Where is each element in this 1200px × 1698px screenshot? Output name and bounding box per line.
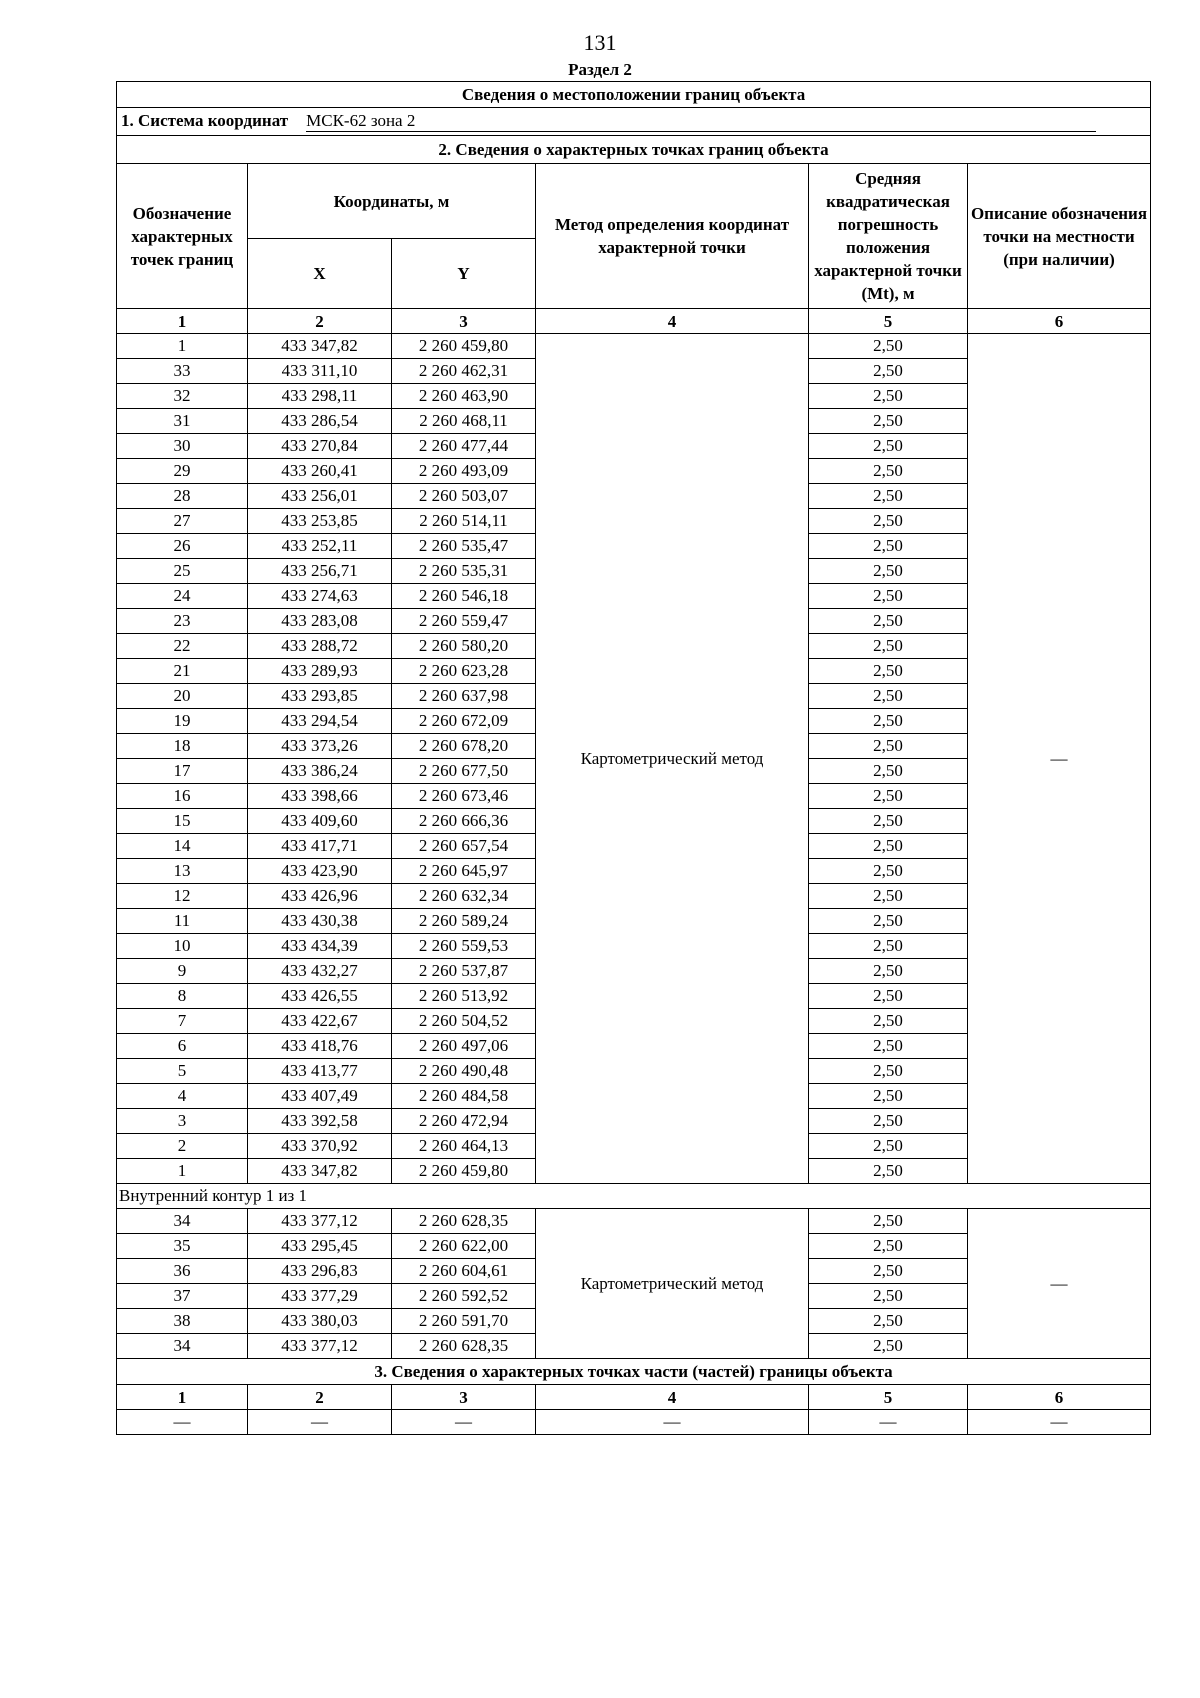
empty-cell: —: [536, 1410, 809, 1435]
error-value: 2,50: [809, 684, 968, 709]
error-value: 2,50: [809, 934, 968, 959]
coord-y: 2 260 623,28: [392, 659, 536, 684]
coord-x: 433 311,10: [248, 359, 392, 384]
parts-section-title: 3. Сведения о характерных точках части (частей) границы объекта: [117, 1359, 1151, 1385]
coord-y: 2 260 637,98: [392, 684, 536, 709]
error-value: 2,50: [809, 859, 968, 884]
coord-x: 433 252,11: [248, 534, 392, 559]
description-cell: —: [968, 1209, 1151, 1359]
error-value: 2,50: [809, 1084, 968, 1109]
coord-y: 2 260 645,97: [392, 859, 536, 884]
error-value: 2,50: [809, 359, 968, 384]
error-value: 2,50: [809, 1209, 968, 1234]
empty-cell: —: [809, 1410, 968, 1435]
coord-system-row: [117, 108, 1151, 136]
column-number: 6: [968, 1385, 1151, 1410]
point-number: 25: [117, 559, 248, 584]
coord-x: 433 373,26: [248, 734, 392, 759]
coord-y: 2 260 678,20: [392, 734, 536, 759]
point-number: 9: [117, 959, 248, 984]
coord-x: 433 294,54: [248, 709, 392, 734]
page-number: 131: [583, 30, 617, 55]
coord-y: 2 260 490,48: [392, 1059, 536, 1084]
point-number: 16: [117, 784, 248, 809]
coord-x: 433 347,82: [248, 1159, 392, 1184]
inner-contour-label: Внутренний контур 1 из 1: [117, 1184, 1151, 1209]
coord-x: 433 407,49: [248, 1084, 392, 1109]
coord-y: 2 260 472,94: [392, 1109, 536, 1134]
error-value: 2,50: [809, 509, 968, 534]
point-number: 6: [117, 1034, 248, 1059]
coord-x: 433 398,66: [248, 784, 392, 809]
coord-x: 433 296,83: [248, 1259, 392, 1284]
point-number: 33: [117, 359, 248, 384]
column-number: 2: [248, 1385, 392, 1410]
coord-y: 2 260 673,46: [392, 784, 536, 809]
coord-y: 2 260 628,35: [392, 1209, 536, 1234]
error-value: 2,50: [809, 1009, 968, 1034]
point-number: 26: [117, 534, 248, 559]
coord-y: 2 260 513,92: [392, 984, 536, 1009]
coord-x: 433 288,72: [248, 634, 392, 659]
coord-x: 433 298,11: [248, 384, 392, 409]
header-description: Описание обозначения точки на местности (при наличии): [968, 164, 1151, 309]
coord-y: 2 260 464,13: [392, 1134, 536, 1159]
coord-x: 433 377,12: [248, 1209, 392, 1234]
coord-y: 2 260 580,20: [392, 634, 536, 659]
coord-y: 2 260 462,31: [392, 359, 536, 384]
point-number: 7: [117, 1009, 248, 1034]
point-number: 18: [117, 734, 248, 759]
point-number: 20: [117, 684, 248, 709]
coord-x: 433 295,45: [248, 1234, 392, 1259]
error-value: 2,50: [809, 534, 968, 559]
point-number: 21: [117, 659, 248, 684]
points-section-title: 2. Сведения о характерных точках границ объекта: [117, 136, 1151, 164]
header-x: X: [248, 239, 392, 309]
coord-y: 2 260 535,47: [392, 534, 536, 559]
coord-x: 433 274,63: [248, 584, 392, 609]
column-number: 1: [117, 309, 248, 334]
empty-cell: —: [248, 1410, 392, 1435]
error-value: 2,50: [809, 434, 968, 459]
error-value: 2,50: [809, 1109, 968, 1134]
column-number: 6: [968, 309, 1151, 334]
point-number: 37: [117, 1284, 248, 1309]
error-value: 2,50: [809, 1234, 968, 1259]
coord-y: 2 260 677,50: [392, 759, 536, 784]
boundary-table: [116, 81, 1151, 1435]
column-number: 5: [809, 309, 968, 334]
column-number: 2: [248, 309, 392, 334]
point-number: 1: [117, 334, 248, 359]
point-number: 27: [117, 509, 248, 534]
coord-y: 2 260 514,11: [392, 509, 536, 534]
coord-y: 2 260 559,47: [392, 609, 536, 634]
coord-y: 2 260 535,31: [392, 559, 536, 584]
coord-x: 433 347,82: [248, 334, 392, 359]
table-row: [117, 1209, 1151, 1234]
coord-x: 433 283,08: [248, 609, 392, 634]
error-value: 2,50: [809, 1034, 968, 1059]
coord-x: 433 430,38: [248, 909, 392, 934]
coord-x: 433 260,41: [248, 459, 392, 484]
point-number: 2: [117, 1134, 248, 1159]
coord-x: 433 377,29: [248, 1284, 392, 1309]
column-number: 4: [536, 309, 809, 334]
point-number: 14: [117, 834, 248, 859]
coord-y: 2 260 559,53: [392, 934, 536, 959]
coord-system-label: 1. Система координат: [121, 111, 289, 130]
coord-x: 433 293,85: [248, 684, 392, 709]
error-value: 2,50: [809, 959, 968, 984]
error-value: 2,50: [809, 559, 968, 584]
error-value: 2,50: [809, 1159, 968, 1184]
point-number: 22: [117, 634, 248, 659]
coord-y: 2 260 632,34: [392, 884, 536, 909]
column-number: 3: [392, 309, 536, 334]
point-number: 4: [117, 1084, 248, 1109]
coord-x: 433 270,84: [248, 434, 392, 459]
point-number: 12: [117, 884, 248, 909]
error-value: 2,50: [809, 1259, 968, 1284]
point-number: 15: [117, 809, 248, 834]
point-number: 1: [117, 1159, 248, 1184]
error-value: 2,50: [809, 334, 968, 359]
coord-x: 433 289,93: [248, 659, 392, 684]
error-value: 2,50: [809, 409, 968, 434]
error-value: 2,50: [809, 984, 968, 1009]
error-value: 2,50: [809, 1309, 968, 1334]
error-value: 2,50: [809, 759, 968, 784]
point-number: 34: [117, 1209, 248, 1234]
column-number: 5: [809, 1385, 968, 1410]
point-number: 8: [117, 984, 248, 1009]
point-number: 10: [117, 934, 248, 959]
coord-x: 433 253,85: [248, 509, 392, 534]
point-number: 36: [117, 1259, 248, 1284]
error-value: 2,50: [809, 884, 968, 909]
point-number: 24: [117, 584, 248, 609]
column-number: 4: [536, 1385, 809, 1410]
point-number: 3: [117, 1109, 248, 1134]
point-number: 23: [117, 609, 248, 634]
error-value: 2,50: [809, 459, 968, 484]
coord-x: 433 426,55: [248, 984, 392, 1009]
error-value: 2,50: [809, 584, 968, 609]
header-error: Средняя квадратическая погрешность положения характерной точки (Mt), м: [809, 164, 968, 309]
point-number: 17: [117, 759, 248, 784]
error-value: 2,50: [809, 1284, 968, 1309]
header-method: Метод определения координат характерной точки: [536, 164, 809, 309]
coord-y: 2 260 589,24: [392, 909, 536, 934]
coord-y: 2 260 622,00: [392, 1234, 536, 1259]
error-value: 2,50: [809, 809, 968, 834]
coord-x: 433 380,03: [248, 1309, 392, 1334]
coord-y: 2 260 468,11: [392, 409, 536, 434]
coord-x: 433 409,60: [248, 809, 392, 834]
section-label: Раздел 2: [568, 60, 632, 79]
point-number: 19: [117, 709, 248, 734]
header-y: Y: [392, 239, 536, 309]
coord-y: 2 260 503,07: [392, 484, 536, 509]
coord-y: 2 260 604,61: [392, 1259, 536, 1284]
method-cell: Картометрический метод: [536, 334, 809, 1184]
coord-x: 433 417,71: [248, 834, 392, 859]
coord-y: 2 260 628,35: [392, 1334, 536, 1359]
point-number: 28: [117, 484, 248, 509]
column-number: 1: [117, 1385, 248, 1410]
coord-y: 2 260 497,06: [392, 1034, 536, 1059]
point-number: 35: [117, 1234, 248, 1259]
coord-y: 2 260 484,58: [392, 1084, 536, 1109]
empty-cell: —: [392, 1410, 536, 1435]
error-value: 2,50: [809, 709, 968, 734]
coord-y: 2 260 493,09: [392, 459, 536, 484]
error-value: 2,50: [809, 1059, 968, 1084]
coord-y: 2 260 477,44: [392, 434, 536, 459]
error-value: 2,50: [809, 384, 968, 409]
coord-x: 433 432,27: [248, 959, 392, 984]
table-row: [117, 334, 1151, 359]
point-number: 5: [117, 1059, 248, 1084]
coord-y: 2 260 666,36: [392, 809, 536, 834]
coord-x: 433 434,39: [248, 934, 392, 959]
coord-y: 2 260 463,90: [392, 384, 536, 409]
coord-x: 433 413,77: [248, 1059, 392, 1084]
coord-y: 2 260 672,09: [392, 709, 536, 734]
coord-x: 433 426,96: [248, 884, 392, 909]
coord-x: 433 286,54: [248, 409, 392, 434]
point-number: 11: [117, 909, 248, 934]
method-cell: Картометрический метод: [536, 1209, 809, 1359]
point-number: 13: [117, 859, 248, 884]
coord-x: 433 256,01: [248, 484, 392, 509]
point-number: 34: [117, 1334, 248, 1359]
coord-y: 2 260 591,70: [392, 1309, 536, 1334]
coord-y: 2 260 504,52: [392, 1009, 536, 1034]
point-number: 29: [117, 459, 248, 484]
coord-x: 433 377,12: [248, 1334, 392, 1359]
error-value: 2,50: [809, 659, 968, 684]
error-value: 2,50: [809, 484, 968, 509]
coord-x: 433 422,67: [248, 1009, 392, 1034]
empty-cell: —: [117, 1410, 248, 1435]
point-number: 31: [117, 409, 248, 434]
coord-y: 2 260 592,52: [392, 1284, 536, 1309]
header-coords: Координаты, м: [248, 164, 536, 239]
coord-x: 433 370,92: [248, 1134, 392, 1159]
error-value: 2,50: [809, 909, 968, 934]
point-number: 30: [117, 434, 248, 459]
header-designation: Обозначение характерных точек границ: [117, 164, 248, 309]
coord-y: 2 260 546,18: [392, 584, 536, 609]
error-value: 2,50: [809, 734, 968, 759]
error-value: 2,50: [809, 834, 968, 859]
point-number: 32: [117, 384, 248, 409]
error-value: 2,50: [809, 609, 968, 634]
coord-system-value: МСК-62 зона 2: [306, 111, 1096, 132]
coord-y: 2 260 657,54: [392, 834, 536, 859]
table-title: Сведения о местоположении границ объекта: [117, 82, 1151, 108]
column-number: 3: [392, 1385, 536, 1410]
description-cell: —: [968, 334, 1151, 1184]
point-number: 38: [117, 1309, 248, 1334]
coord-y: 2 260 537,87: [392, 959, 536, 984]
coord-y: 2 260 459,80: [392, 1159, 536, 1184]
error-value: 2,50: [809, 784, 968, 809]
coord-x: 433 392,58: [248, 1109, 392, 1134]
error-value: 2,50: [809, 634, 968, 659]
error-value: 2,50: [809, 1134, 968, 1159]
empty-cell: —: [968, 1410, 1151, 1435]
coord-x: 433 418,76: [248, 1034, 392, 1059]
error-value: 2,50: [809, 1334, 968, 1359]
coord-x: 433 423,90: [248, 859, 392, 884]
coord-y: 2 260 459,80: [392, 334, 536, 359]
coord-x: 433 256,71: [248, 559, 392, 584]
coord-x: 433 386,24: [248, 759, 392, 784]
